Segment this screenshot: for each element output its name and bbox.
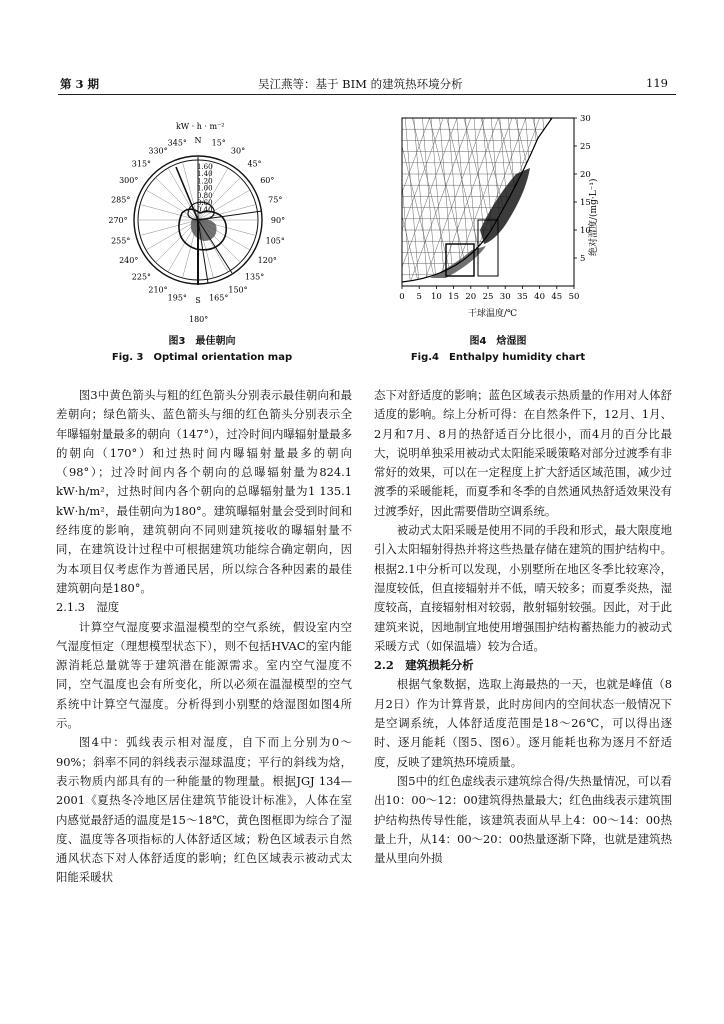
fig4-enthalpy-line	[381, 118, 443, 286]
fig3-angle-label: 300°	[119, 176, 139, 185]
right-paragraph-passive-solar: 被动式太阳采暖是使用不同的手段和形式，最大限度地引入太阳辐射得热并将这些热量存储在建筑的围护结构中。根据2.1中分析可以发现，小别墅所在地区冬季比较寒冷，湿度较低，但直接辐射并不低，晴天较多；而夏季炎热，湿度较高，直接辐射相对较弱，散射辐射较强。因此，对于此建筑来说，因地制宜地使用增强围护结构蓄热能力的被动式采暖方式（如保温墙）较为合适。	[374, 523, 672, 653]
fig4-x-tick-label: 5	[416, 292, 422, 302]
fig4-y-tick-label: 10	[580, 226, 591, 236]
fig3-angle-label: S	[195, 296, 201, 305]
fig3-worst-orientation-arrow	[176, 167, 198, 220]
fig3-caption-cn: 最佳朝向	[195, 336, 236, 347]
section-heading-2-2: 2.2 建筑损耗分析	[374, 658, 474, 673]
fig3-orientation-map	[92, 115, 312, 325]
fig4-saturation-region	[402, 118, 574, 286]
fig3-caption-cn-number: 图3	[168, 336, 186, 347]
fig3-spoke	[156, 178, 198, 220]
fig3-angle-label: 105°	[265, 236, 285, 246]
fig4-x-tick-label: 15	[448, 292, 460, 302]
right-paragraph-hottest-day: 根据气象数据，选取上海最热的一天，也就是峰值（8月2日）作为计算背景，此时房间内的空间状态一般情况下是空调系统，人体舒适度范围是18～26℃，可以得出逐时、逐月能耗（图5、图6）。逐月能耗也称为逐月不舒适度，反映了建筑热环境质量。	[374, 677, 672, 769]
fig4-enthalpy-line	[629, 118, 680, 286]
fig4-x-tick-label: 35	[516, 292, 528, 302]
fig3-radial-tick: 1.60	[197, 163, 213, 171]
fig4-caption-cn-number: 图4	[469, 336, 487, 347]
fig4-y-axis-label: 绝对湿度/(mg·L⁻¹)	[589, 178, 599, 256]
fig3-radial-tick: 1.20	[197, 177, 213, 186]
fig4-enthalpy-chart	[380, 112, 680, 324]
header-page-number: 119	[646, 76, 668, 90]
fig4-wetbulb-line	[602, 118, 643, 286]
right-paragraph-fig5: 图5中的红色虚线表示建筑综合得/失热量情况，可以看出10：00～12：00建筑得热量最大；红色曲线表示建筑围护结构热传导性能，该建筑表面从早上4：00～14：00热量上升，从14：00～20：00热量逐渐下降，也就是建筑热量从里向外损	[374, 773, 672, 866]
left-paragraph-fig3-explanation: 图3中黄色箭头与粗的红色箭头分别表示最佳朝向和最差朝向；绿色箭头、蓝色箭头与细的红色箭头分别表示全年曝辐射量最多的朝向（147°），过冷时间内曝辐射量最多的朝向（170°）和过热时间内曝辐射量最多的朝向（98°）；过冷时间内各个朝向的总曝辐射量为824.1 kW·h/m²，过热时间内各个朝向的总曝辐射量为1 135.1 kW·h/m²，最佳朝向为180°。建筑曝辐射量会受到时间和经纬度的影响，建筑朝向不同则建筑接收的曝辐射量不同，在建筑设计过程中可根据建筑功能综合确定朝向，因为本项目仅考虑作为普通民居，所以综合各种因素的最佳建筑朝向是180°。	[56, 388, 352, 595]
fig4-plot-area	[380, 118, 680, 286]
fig4-wetbulb-line	[380, 118, 419, 286]
fig3-angle-label: 210°	[148, 285, 168, 295]
fig3-radial-tick: 0.60	[197, 199, 213, 207]
fig4-drybulb-line	[422, 118, 436, 286]
left-paragraph-fig4-explanation: 图4中：弧线表示相对湿度，自下而上分别为0～90%；斜率不同的斜线表示湿球温度；平行的斜线为焓，表示物质内部具有的一种能量的物理量。根据JGJ 134—2001《夏热冬冷地区居住建筑节能设计标准》，人体在室内感觉最舒适的温度是15～18℃，黄色图框即为综合了湿度、温度等各项指标的人体舒适区域；粉色区域表示自然通风状态下对人体舒适度的影响；红色区域表示被动式太阳能采暖状	[56, 735, 352, 885]
fig4-x-tick-label: 20	[465, 292, 477, 302]
fig3-radial-tick: 0.40	[197, 206, 213, 215]
fig3-angle-label: 345°	[167, 138, 187, 148]
fig3-angle-label: 120°	[257, 256, 277, 265]
fig4-x-tick-label: 0	[399, 292, 405, 302]
fig3-angle-label: 255°	[111, 236, 131, 246]
fig4-caption-en-number: Fig.4	[410, 352, 440, 363]
fig3-angle-label: 150°	[228, 285, 248, 295]
right-column	[374, 386, 672, 868]
fig4-enthalpy-line	[602, 118, 664, 286]
fig4-x-axis-label: 干球温度/℃	[468, 309, 518, 319]
fig4-wetbulb-line	[380, 118, 402, 286]
fig4-caption-en: Enthalpy humidity chart	[449, 352, 586, 363]
fig3-caption-en: Optimal orientation map	[153, 352, 293, 363]
fig3-radial-tick: 1.40	[197, 170, 213, 179]
fig3-spoke	[140, 204, 198, 220]
fig3-angle-label: N	[194, 136, 202, 145]
section-heading-2-1-3: 2.1.3 湿度	[56, 600, 120, 615]
fig3-caption	[92, 334, 312, 366]
header-issue: 第 3 期	[60, 77, 100, 91]
fig4-x-tick-label: 40	[534, 292, 546, 302]
fig4-x-tick-label: 45	[551, 292, 563, 302]
fig3-angle-label: 195°	[167, 293, 187, 303]
fig4-enthalpy-line	[643, 118, 680, 286]
fig4-y-tick-label: 5	[580, 254, 586, 264]
fig4-x-tick-label: 30	[499, 292, 511, 302]
fig4-enthalpy-line	[657, 118, 680, 286]
fig3-angle-label: 75°	[268, 195, 283, 205]
fig3-spoke	[146, 190, 198, 220]
fig4-enthalpy-line	[395, 118, 457, 286]
fig3-unit-label: kW · h · m⁻²	[176, 122, 225, 131]
fig3-angle-label: 315°	[131, 159, 152, 169]
fig3-angle-label: 270°	[108, 216, 128, 225]
fig3-angle-label: 60°	[260, 176, 275, 185]
fig3-angle-label: 135°	[244, 272, 265, 282]
fig3-angle-label: 90°	[270, 216, 286, 225]
fig4-y-tick-label: 15	[580, 198, 591, 208]
fig4-enthalpy-line	[380, 118, 430, 286]
fig3-angle-label: 165°	[209, 293, 229, 303]
fig4-drybulb-line	[388, 118, 402, 286]
fig4-y-tick-label: 20	[580, 170, 591, 180]
fig3-caption-en-number: Fig. 3	[111, 352, 144, 363]
fig3-angle-label: 15°	[211, 138, 226, 148]
header-rule	[58, 94, 676, 95]
fig3-radial-tick: 0.80	[197, 191, 213, 200]
fig3-angle-label: 240°	[119, 256, 139, 265]
fig4-caption-cn: 焓湿图	[496, 336, 527, 347]
left-paragraph-humidity: 计算空气湿度要求温湿模型的空气系统，假设室内空气湿度恒定（理想模型状态下），则不包括HVAC的室内能源消耗总量就等于建筑潜在能源需求。室内空气湿度不同，空气温度也会有所变化，所以必须在温湿模型的空气系统中计算空气湿度。分析得到小别墅的焓湿图如图4所示。	[56, 619, 352, 731]
fig4-caption	[398, 334, 598, 366]
left-column	[56, 386, 352, 888]
fig3-angle-label: 45°	[247, 159, 262, 169]
fig3-spoke	[140, 220, 198, 236]
fig4-y-tick-label: 25	[580, 142, 591, 152]
fig4-drybulb-line	[397, 118, 411, 286]
fig4-x-tick-label: 25	[482, 292, 494, 302]
fig3-angle-label: 285°	[111, 195, 131, 205]
fig3-angle-label: 330°	[148, 146, 168, 156]
right-paragraph-continuation: 态下对舒适度的影响；蓝色区域表示热质量的作用对人体舒适度的影响。综上分析可得：在自然条件下，12月、1月、2月和7月、8月的热舒适百分比很小，而4月的百分比最大，说明单独采用被动式太阳能采暖策略对部分过渡季有非常好的效果，可以在一定程度上扩大舒适区域范围，减少过渡季的采暖能耗，而夏季和冬季的自然通风热舒适效果没有过渡季好，因此需要借助空调系统。	[374, 388, 672, 518]
fig3-angle-label: 225°	[131, 272, 152, 282]
fig4-enthalpy-line	[615, 118, 677, 286]
fig4-x-tick-label: 50	[568, 292, 580, 302]
header-title: 吴江燕等：基于 BIM 的建筑热环境分析	[258, 77, 463, 91]
fig3-spoke	[146, 220, 198, 250]
fig3-south-degree: 180°	[189, 315, 209, 324]
fig4-enthalpy-line	[670, 118, 680, 286]
fig4-y-tick-label: 30	[580, 114, 591, 124]
fig4-x-tick-label: 10	[430, 292, 442, 302]
fig3-angle-label: 30°	[230, 146, 246, 156]
fig3-radial-tick: 1.00	[197, 184, 213, 193]
